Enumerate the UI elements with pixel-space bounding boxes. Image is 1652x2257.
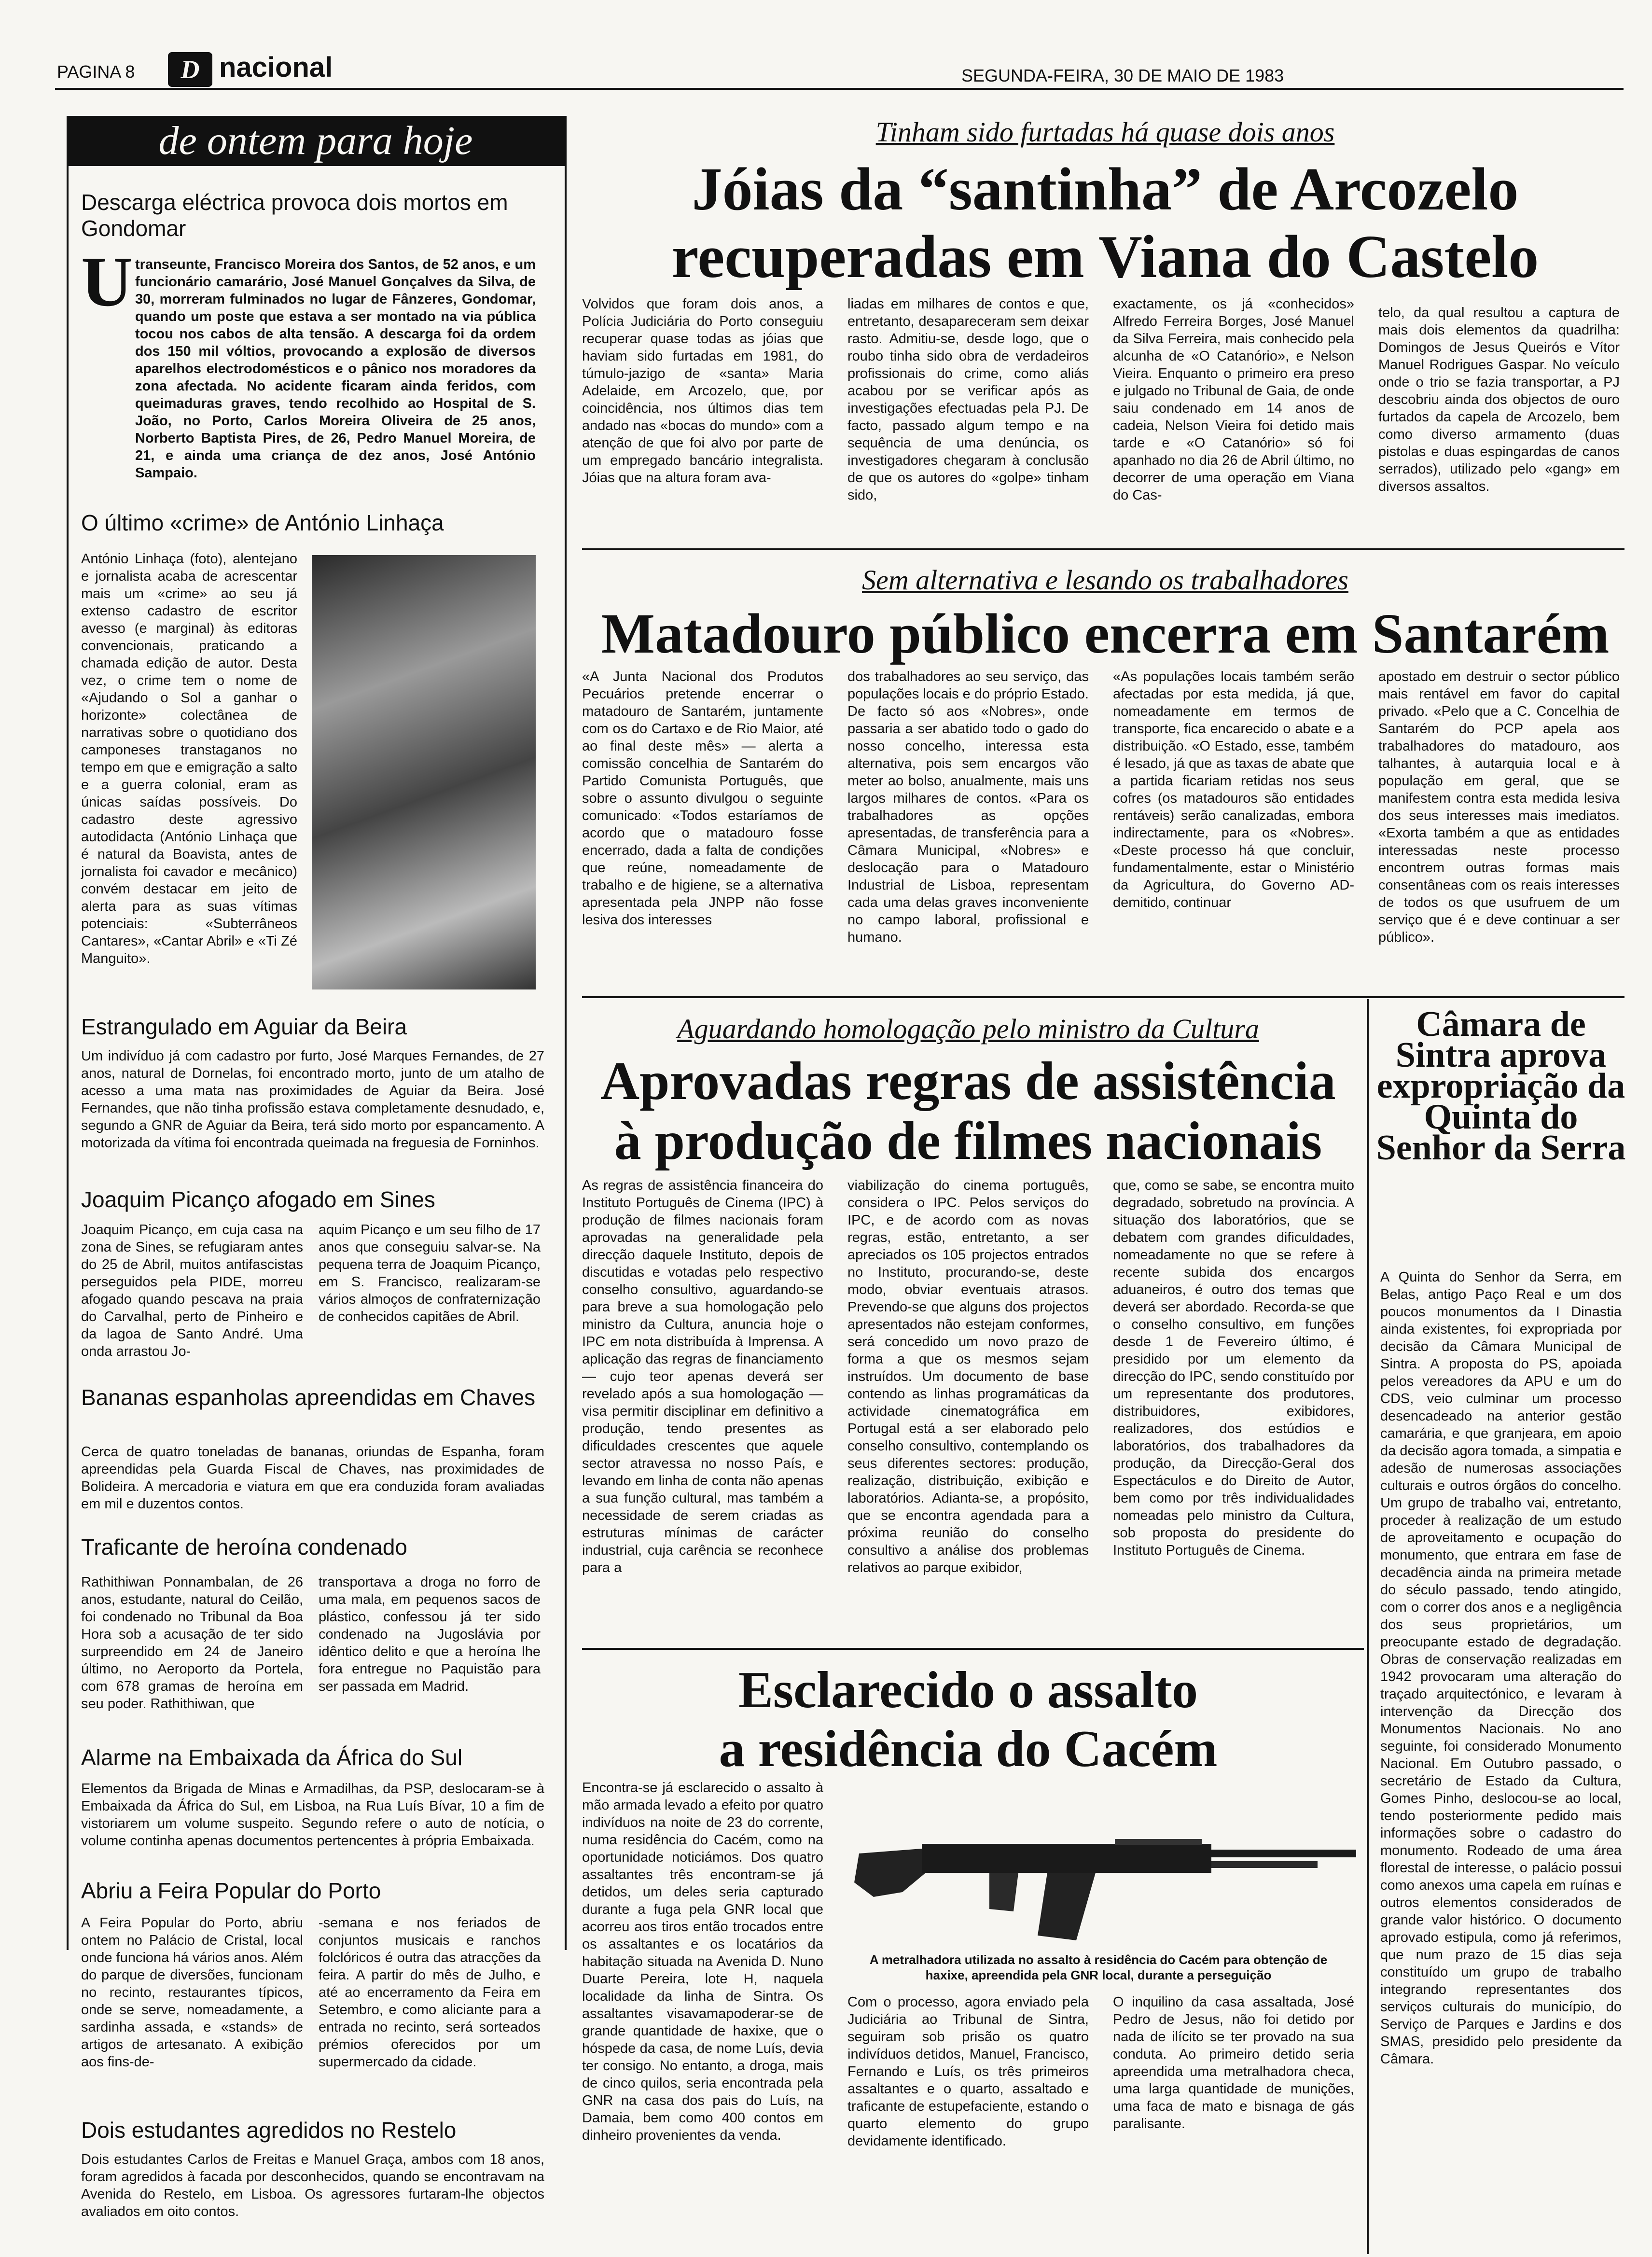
sidebar-headline: Descarga eléctrica provoca dois mortos em Gondomar (81, 190, 508, 241)
article-column: viabilização do cinema português, considera o IPC. Pelos serviços do IPC, e de acordo com as novas regras, estão, entretanto, a ser apreciados os 105 projectos entrados no Instituto, procurando-se, deste modo, obviar eventuais atrasos. Prevendo-se que alguns dos projectos apresentados não estejam conformes, será concedido um novo prazo de forma a que os mesmos sejam instruídos. Um documento de base contendo as linhas programáticas da actividade cinematográfica em Portugal está a ser elaborado pelo conselho consultivo, contemplando os seus diferentes sectores: produção, realização, distribuição, exibição e laboratórios. Adianta-se, a propósito, que se encontra agendada para a próxima reunião do conselho consultivo a análise dos problemas relativos ao parque exibidor, (847, 1178, 1089, 1575)
article-headline: à produção de filmes nacionais (614, 1111, 1322, 1171)
article-headline: Jóias da “santinha” de Arcozelo (692, 156, 1519, 223)
machine-gun-photo (845, 1796, 1366, 1950)
article-headline: Esclarecido o assalto (738, 1661, 1198, 1719)
article-column: Encontra-se já esclarecido o assalto à mão armada levado a efeito por quatro indivíduos na noite de 23 do corrente, numa residência do Cacém, como na oportunidade noticiámos. Dos quatro assaltantes três encontram-se já detidos, um deles seria capturado durante a fuga pela GNR local que acorreu aos tiros então trocados entre os assaltantes e os locatários da habitação situada na Avenida D. Nuno Duarte Pereira, lote H, naquela localidade da linha de Sintra. Os assaltantes visavamapoderar-se de grande quantidade de haxixe, que o hóspede da casa, de nome Luís, devia ter consigo. No entanto, a droga, mais de cinco quilos, seria encontrada pela GNR na casa dos pais do Luís, na Damaia, bem como 400 contos em dinheiro provenientes da venda. (582, 1780, 823, 2143)
sidebar-headline: Bananas espanholas apreendidas em Chaves (81, 1385, 536, 1410)
sidebar-headline: Traficante de heroína condenado (81, 1534, 408, 1560)
article-column: As regras de assistência financeira do Instituto Português de Cinema (IPC) à produção de filmes nacionais foram aprovadas na generalidade pela direcção daquele Instituto, depois de discutidas e votadas pelo respectivo conselho consultivo, aguardando-se para breve a sua homologação pelo ministro da Cultura, anuncia hoje o IPC em nota distribuída à Imprensa. A aplicação das regras de financiamento — cujo teor apenas deverá ser revelado após a sua homologação — visa permitir disciplinar em definitivo a produção, tendo presentes as dificuldades crescentes que aquele sector atravessa no nosso País, e levando em linha de conta não apenas a sua função cultural, mas também a necessidade de serem criadas as estruturas mínimas de carácter industrial, cuja carência se reconhece para a (582, 1178, 823, 1575)
article-kicker: Aguardando homologação pelo ministro da Cultura (677, 1013, 1259, 1045)
newspaper-logo-icon: D (168, 52, 212, 87)
sidebar-story-text: Joaquim Picanço, em cuja casa na zona de Sines, se refugiaram antes do 25 de Abril, muitos antifascistas perseguidos pela PIDE, morreu afogado quando pescava na praia do Carvalhal, perto de Pinheiro e da lagoa de Santo André. Uma onda arrastou Jo- (81, 1222, 303, 1359)
article-column: liadas em milhares de contos e que, entretanto, desapareceram sem deixar rasto. Admitiu-se, desde logo, que o roubo tinha sido obra de verdadeiros profissionais do crime, como aliás acabou por se verificar após as investigações efectuadas pela PJ. De facto, passado algum tempo e na sequência de uma denúncia, os investigadores chegaram à conclusão de que os autores do «golpe» tinham sido, (847, 296, 1089, 503)
sidebar-story-text: Dois estudantes Carlos de Freitas e Manuel Graça, ambos com 18 anos, foram agredidos à facada por desconhecidos, quando se encontravam na Avenida do Restelo, em Lisboa. Os agressores furtaram-lhe objectos avaliados em oito contos. (81, 2152, 544, 2219)
sidebar-headline: Estrangulado em Aguiar da Beira (81, 1014, 407, 1039)
section-name: nacional (219, 52, 333, 83)
article-headline: a residência do Cacém (719, 1720, 1218, 1778)
masthead-rule (55, 88, 1624, 90)
sidebar-story-text: -semana e nos feriados de conjuntos musicais e ranchos folclóricos é outra das atracções da feira. A partir do mês de Julho, e até ao encerramento da Feira em Setembro, e como aliciante para a entrada no recinto, será sorteados prémios oferecidos por um supermercado da cidade. (319, 1915, 541, 2070)
sidebar-headline: Joaquim Picanço afogado em Sines (81, 1187, 435, 1212)
article-column: dos trabalhadores ao seu serviço, das populações locais e do próprio Estado. De facto só aos «Nobres», onde passaria a ser abatido todo o gado do nosso concelho, interessa esta alternativa, pois sem encargos vão meter ao bolso, anualmente, mais uns largos milhares de contos. «Para os trabalhadores as opções apresentadas, de transferência para a Câmara Municipal, «Nobres» e deslocação para o Matadouro Industrial de Lisboa, representam cada uma delas graves inconveniente no campo laboral, profissional e humano. (847, 669, 1089, 945)
sidebar-headline: O último «crime» de António Linhaça (81, 510, 444, 535)
article-column: «As populações locais também serão afectadas por esta medida, já que, nomeadamente em termos de transporte, fica encarecido o abate e a distribuição. «O Estado, esse, também é lesado, já que as taxas de abate que a partida ficariam retidas nos seus cofres (os matadouros são entidades rentáveis) serão canalizadas, embora indirectamente, para os «Nobres». «Deste processo há que concluir, fundamentalmente, estar o Ministério da Agricultura, do Governo AD-demitido, continuar (1113, 669, 1354, 910)
sidebar-story-text: Elementos da Brigada de Minas e Armadilhas, da PSP, deslocaram-se à Embaixada da África do Sul, em Lisboa, na Rua Luís Bívar, 10 a fim de vistoriarem um volume suspeito. Segundo refere o auto de notícia, o volume continha apenas documentos pertencentes à própria Embaixada. (81, 1781, 544, 1849)
article-kicker: Tinham sido furtadas há quase dois anos (875, 116, 1335, 148)
article-headline: Aprovadas regras de assistência (600, 1051, 1336, 1111)
photo-caption: A metralhadora utilizada no assalto à residência do Cacém para obtenção de haxixe, apreendida pela GNR local, durante a perseguição (869, 1952, 1328, 1982)
article-column: exactamente, os já «conhecidos» Alfredo Ferreira Borges, José Manuel da Silva Ferreira, mais conhecido pela alcunha de «O Catanório», e Nelson Vieira. Enquanto o primeiro era preso e julgado no Tribunal de Gaia, de onde saiu condenado em 14 anos de cadeia, Nelson Vieira foi detido mais tarde e «O Catanório» só foi apanhado no dia 26 de Abril último, no decorrer de uma operação em Viana do Cas- (1113, 296, 1354, 503)
article-headline: Câmara de Sintra aprova expropriação da Quinta do Senhor da Serra (1376, 1004, 1626, 1168)
sidebar-banner: de ontem para hoje (67, 116, 565, 166)
article-column: que, como se sabe, se encontra muito degradado, sobretudo na província. A situação dos laboratórios, que se debatem com grandes dificuldades, nomeadamente no que se refere à recente subida dos encargos aduaneiros, é outro dos temas que deverá ser abordado. Recorda-se que o conselho consultivo, em funções desde 1 de Fevereiro último, é presidido por um elemento da direcção do IPC, sendo constituído por um representante dos produtores, distribuidores, exibidores, realizadores, dos estúdios e laboratórios, dos trabalhadores da produção, da Direcção-Geral dos Espectáculos e do Direito de Autor, bem como por três individualidades nomeadas pelo ministro da Cultura, sob proposta do presidente do Instituto Português de Cinema. (1113, 1178, 1354, 1558)
article-headline: recuperadas em Viana do Castelo (671, 223, 1539, 291)
article-column: apostado em destruir o sector público mais rentável em favor do capital privado. «Pelo que a C. Concelhia de Santarém do PCP apela aos trabalhadores do matadouro, aos talhantes, à autarquia local e à população em geral, que se manifestem contra esta medida lesiva dos seus interesses mais imediatos. «Exorta também a que as entidades interessadas neste processo encontrem outras formas mais consentâneas com os reais interesses de todos os que usufruem de um serviço que é e deve continuar a ser público». (1378, 669, 1620, 945)
section-divider (582, 996, 1624, 998)
article-column: «A Junta Nacional dos Produtos Pecuários pretende encerrar o matadouro de Santarém, juntamente com os do Cartaxo e de Rio Maior, até ao final deste mês» — alerta a comissão concelhia de Santarém do Partido Comunista Português, que sobre o assunto divulgou o seguinte comunicado: «Todos estaríamos de acordo que o matadouro fosse encerrado, dada a falta de condições que reúne, nomeadamente de trabalho e de higiene, se a alternativa apresentada pela JNPP não fosse lesiva dos interesses (582, 669, 823, 928)
sidebar-headline: Alarme na Embaixada da África do Sul (81, 1745, 463, 1770)
section-divider (582, 1648, 1364, 1650)
sidebar-story-text: Um indivíduo já com cadastro por furto, José Marques Fernandes, de 27 anos, natural de Dornelas, foi encontrado morto, junto de um atalho de acesso a uma mata nas proximidades de Aguiar da Beira. José Fernandes, que não tinha profissão estava completamente desnudado, e, segundo a GNR de Aguiar da Beira, terá sido morto por espancamento. A motorizada da vítima foi encontrada queimada na freguesia de Forninhos. (81, 1048, 544, 1151)
article-kicker: Sem alternativa e lesando os trabalhadores (862, 564, 1348, 596)
drop-cap: U (81, 242, 133, 321)
sidebar-story-text: aquim Picanço e um seu filho de 17 anos que conseguiu salvar-se. Na pequena terra de Joaquim Picanço, em S. Francisco, realizaram-se vários almoços de confraternização de conhecidos capitães de Abril. (319, 1222, 541, 1324)
sidebar-story-text: António Linhaça (foto), alentejano e jornalista acaba de acrescentar mais um «crime» ao seu já extenso cadastro de escritor avesso (e marginal) às editoras convencionais, praticando a chamada edição de autor. Desta vez, o crime tem o nome de «Ajudando o Sol a ganhar o horizonte» colectânea de narrativas sobre o quotidiano dos camponeses transtaganos no tempo em que e emigração a salto e a guerra colonial, eram as únicas saídas possíveis. Do cadastro deste agressivo autodidacta (António Linhaça que é natural da Boavista, antes de jornalista foi cavador e mecânico) convém destacar em jeito de alerta para as suas vítimas potenciais: «Subterrâneos Cantares», «Cantar Abril» e «Ti Zé Manguito». (81, 551, 297, 966)
article-column: Com o processo, agora enviado pela Judiciária ao Tribunal de Sintra, seguiram sob prisão os quatro indivíduos detidos, Manuel, Francisco, Fernando e Luís, os três primeiros assaltantes e o quarto, assaltado e traficante de estupefaciente, estando o quarto elemento do grupo devidamente identificado. (847, 1994, 1089, 2149)
sidebar-story-text: Rathithiwan Ponnambalan, de 26 anos, estudante, natural do Ceilão, foi condenado no Tribunal da Boa Hora sob a acusação de ter sido surpreendido em 24 de Janeiro último, no Aeroporto da Portela, com 678 gramas de heroína em seu poder. Rathithiwan, que (81, 1574, 303, 1712)
sidebar-headline: Abriu a Feira Popular do Porto (81, 1878, 381, 1903)
sidebar-story-text: transportava a droga no forro de uma mala, em pequenos sacos de plástico, confessou já ter sido condenado na Jugoslávia por idêntico delito e que a heroína lhe fora entregue no Paquistão para ser passada em Madrid. (319, 1574, 541, 1694)
sidebar-headline: Dois estudantes agredidos no Restelo (81, 2118, 457, 2143)
article-column: A Quinta do Senhor da Serra, em Belas, antigo Paço Real e um dos poucos monumentos da I Dinastia ainda existentes, foi expropriada por decisão da Câmara Municipal de Sintra. A proposta do PS, apoiada pelos vereadores da APU e um do CDS, veio culminar um processo desencadeado na anterior gestão camarária, e que granjeara, em apoio da decisão agora tomada, a simpatia e adesão de numerosas associações culturais e outros órgãos do concelho. Um grupo de trabalho vai, entretanto, proceder à realização de um estudo de aproveitamento e ocupação do monumento, que entrara em fase de decadência ainda na primeira metade do século passado, tendo atingido, com o correr dos anos e a negligência dos seus proprietários, um preocupante estado de degradação. Obras de conservação realizadas em 1942 provocaram uma alteração do traçado arquitectónico, e levaram à intervenção da Direcção dos Monumentos Nacionais. No ano seguinte, foi considerado Monumento Nacional. Em Outubro passado, o secretário de Estado da Cultura, Gomes Pinho, deslocou-se ao local, tendo posteriormente pedido mais informações sobre o cadastro do monumento. Rodeado de uma área florestal de interesse, o palácio possui como anexos uma capela em ruínas e outros elementos considerados de grande valor histórico. O documento aprovado estipula, como já referimos, que num prazo de 15 dias seja constituído um grupo de trabalho integrando representantes dos serviços culturais do município, do Serviço de Parques e Jardins e dos SMAS, presidido pelo presidente da Câmara. (1380, 1269, 1622, 2067)
page-number: PAGINA 8 (57, 62, 135, 82)
author-photo (312, 555, 536, 989)
article-column: telo, da qual resultou a captura de mais dois elementos da quadrilha: Domingos de Jesus Queirós e Vítor Manuel Rodrigues Gaspar. No veículo onde o trio se fazia transportar, a PJ descobriu ainda dos objectos de ouro furtados da capela de Arcozelo, bem como diverso armamento (duas pistolas e duas espingardas de canos serrados), utilizado pelo «gang» em diversos assaltos. (1378, 305, 1620, 494)
column-divider (1367, 999, 1369, 2254)
article-headline: Matadouro público encerra em Santarém (601, 602, 1610, 665)
sidebar-story-text: Cerca de quatro toneladas de bananas, oriundas de Espanha, foram apreendidas pela Guarda Fiscal de Chaves, nas proximidades de Bolideira. A mercadoria e viatura em que era conduzida foram avaliadas em mil e duzentos contos. (81, 1444, 544, 1512)
sidebar-story-text: A Feira Popular do Porto, abriu ontem no Palácio de Cristal, local onde funciona há vários anos. Além do parque de diversões, funcionam no recinto, restaurantes típicos, onde se serve, nomeadamente, a sardinha assada, e «stands» de artigos de artesanato. A exibição aos fins-de- (81, 1915, 303, 2070)
article-column: O inquilino da casa assaltada, José Pedro de Jesus, não foi detido por nada de ilícito se ter provado na sua conduta. Ao primeiro detido seria apreendida uma metralhadora checa, uma larga quantidade de munições, uma faca de mato e bisnaga de gás paralisante. (1113, 1994, 1354, 2132)
sidebar-story-text: transeunte, Francisco Moreira dos Santos, de 52 anos, e um funcionário camarário, José Manuel Gonçalves da Silva, de 30, morreram fulminados no lugar de Fânzeres, Gondomar, quando um poste que estava a ser montado na via pública tocou nos cabos de alta tensão. A descarga foi da ordem dos 150 mil vóltios, provocando a explosão de diversos aparelhos electrodomésticos e o pânico nos moradores da zona afectada. No acidente ficaram ainda feridos, com queimaduras graves, tendo recolhido ao Hospital de S. João, no Porto, Carlos Moreira Oliveira de 25 anos, Norberto Baptista Pires, de 26, Pedro Manuel Moreira, de 21, e ainda uma criança de dez anos, José António Sampaio. (135, 257, 536, 481)
issue-date: SEGUNDA-FEIRA, 30 DE MAIO DE 1983 (961, 66, 1284, 85)
article-column: Volvidos que foram dois anos, a Polícia Judiciária do Porto conseguiu recuperar quase todas as jóias que haviam sido furtadas em 1981, do túmulo-jazigo de «santa» Maria Adelaide, em Arcozelo, que, por coincidência, nos últimos dias tem andado nas «bocas do mundo» com a atenção de que foi alvo por parte de um empregado bancário integralista. Jóias que na altura foram ava- (582, 296, 823, 486)
section-divider (582, 548, 1624, 550)
